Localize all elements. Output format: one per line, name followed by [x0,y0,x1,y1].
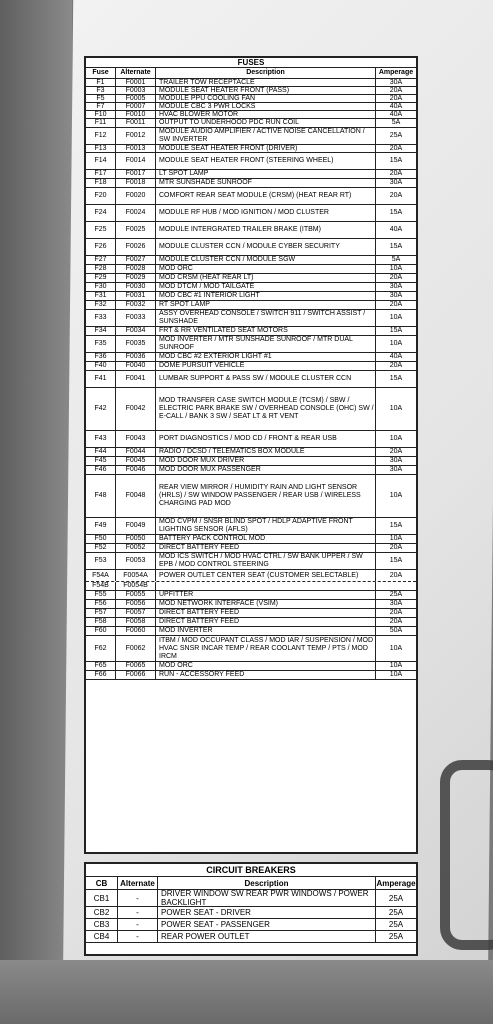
fuse-amperage: 30A [389,466,403,473]
fuse-amperage: 30A [389,292,403,299]
fuse-amperage: 25A [389,132,403,139]
fuse-amperage: 15A [389,243,403,250]
fuse-number: F33 [86,310,116,326]
cb-amperage: 25A [388,893,404,903]
fuse-amperage: 15A [389,522,403,529]
fuse-description: COMFORT REAR SEAT MODULE (CRSM) (HEAT REAR RT) [156,188,376,204]
fuse-amperage: 20A [389,87,403,94]
fuse-number: F31 [86,292,116,300]
fuse-amperage: 20A [389,274,403,281]
fuse-row [86,600,416,609]
header-cb-description: Description [158,877,376,889]
fuse-description: MODULE SEAT HEATER FRONT (PASS) [156,87,376,94]
fuse-amperage: 15A [389,327,403,334]
fuse-amperage: 20A [389,448,403,455]
fuse-description: DIRECT BATTERY FEED [156,544,376,552]
fuse-row [86,448,416,457]
fuse-amperage: 20A [389,362,403,369]
fuse-row [86,119,416,128]
fuse-row [86,153,416,170]
fuse-description: MOD TRANSFER CASE SWITCH MODULE (TCSM) / SBW / ELECTRIC PARK BRAKE SW / OVERHEAD CONSOLE (OHC) SW / E-CALL / BANK 3 SW / SEAT LT & RT VENT [156,388,376,430]
fuse-alternate: F0012 [116,128,156,144]
fuse-alternate: F0041 [116,371,156,387]
fuse-description: MODULE AUDIO AMPLIFIER / ACTIVE NOISE CANCELLATION / SW INVERTER [156,128,376,144]
fuse-alternate: F0029 [116,274,156,282]
fuse-row [86,205,416,222]
fuse-description: MODULE SEAT HEATER FRONT (DRIVER) [156,145,376,152]
fuse-amperage: 10A [389,662,403,669]
fuse-amperage: 30A [389,457,403,464]
fuse-row [86,265,416,274]
fuse-amperage: 15A [389,557,403,564]
fuse-alternate: F0062 [116,636,156,661]
header-cb-amperage: Amperage [376,878,416,888]
fuse-alternate: F0046 [116,466,156,474]
fuse-alternate: F0007 [116,103,156,110]
fuse-row [86,283,416,292]
fuse-amperage: 20A [389,170,403,177]
fuse-number: F1 [86,79,116,86]
fuse-amperage: 5A [391,256,401,263]
fuse-row [86,475,416,518]
fuse-number: F54A [86,570,116,581]
fuse-row [86,636,416,662]
header-cb: CB [86,877,118,889]
fuse-amperage: 20A [389,95,403,102]
header-fuse: Fuse [86,68,116,78]
fuse-number: F65 [86,662,116,670]
cb-description: REAR POWER OUTLET [158,931,376,942]
fuse-description: UPFITTER [156,591,376,599]
cb-amperage: 25A [388,920,404,929]
fuse-number: F49 [86,518,116,534]
fuse-number: F60 [86,627,116,635]
fuse-number: F29 [86,274,116,282]
fuse-row [86,336,416,353]
fuses-title: FUSES [86,58,416,68]
fuse-row [86,170,416,179]
fuse-alternate: F0049 [116,518,156,534]
fuse-rows [86,79,416,680]
fuse-description: OUTPUT TO UNDERHOOD PDC RUN COIL [156,119,376,127]
fuse-alternate: F0010 [116,111,156,118]
fuse-alternate: F0032 [116,301,156,309]
fuse-alternate: F0005 [116,95,156,102]
fuse-alternate: F0048 [116,475,156,517]
fuse-number: F7 [86,103,116,110]
fuse-number: F48 [86,475,116,517]
fuse-alternate: F0033 [116,310,156,326]
fuse-alternate: F0057 [116,609,156,617]
header-alternate: Alternate [116,68,156,78]
fuse-amperage: 40A [389,103,403,110]
fuse-alternate: F0054B [116,582,156,590]
fuses-table [84,56,418,854]
cb-description: POWER SEAT - DRIVER [158,907,376,918]
fuse-amperage: 20A [389,609,403,616]
fuse-alternate: F0034 [116,327,156,335]
fuse-row [86,128,416,145]
fuse-row [86,466,416,475]
fuse-alternate: F0054A [116,570,156,581]
fuse-description: FRT & RR VENTILATED SEAT MOTORS [156,327,376,335]
fuse-row [86,388,416,431]
fuse-alternate: F0066 [116,671,156,679]
fuse-number: F3 [86,87,116,94]
fuse-number: F25 [86,222,116,238]
fuse-amperage: 20A [389,192,403,199]
fuse-amperage: 10A [389,340,403,347]
fuse-alternate: F0065 [116,662,156,670]
fuse-row [86,671,416,680]
fuse-description: LT SPOT LAMP [156,170,376,178]
fuse-row [86,431,416,448]
fuse-description [156,582,376,590]
fuse-description: BATTERY PACK CONTROL MOD [156,535,376,543]
fuse-amperage: 30A [389,600,403,607]
fuse-alternate: F0003 [116,87,156,94]
fuse-number: F27 [86,256,116,264]
fuse-number: F26 [86,239,116,255]
fuse-row [86,553,416,570]
fuse-row [86,222,416,239]
fuse-row [86,111,416,119]
fuse-description: MODULE CBC 3 PWR LOCKS [156,103,376,110]
fuse-row [86,582,416,591]
fuse-row [86,618,416,627]
fuse-description: MOD DOOR MUX PASSENGER [156,466,376,474]
fuse-amperage: 20A [389,145,403,152]
fuse-amperage: 10A [389,492,403,499]
fuse-alternate: F0014 [116,153,156,169]
cb-number: CB4 [86,931,118,942]
fuse-description: MOD ICS SWITCH / MOD HVAC CTRL / SW BANK UPPER / SW EPB / MOD CONTROL STEERING [156,553,376,569]
fuse-row [86,310,416,327]
fuse-amperage: 20A [389,571,403,579]
fuse-description: MOD INVERTER / MTR SUNSHADE SUNROOF / MTR DUAL SUNROOF [156,336,376,352]
fuse-number: F20 [86,188,116,204]
fuse-number: F34 [86,327,116,335]
fuse-row [86,371,416,388]
fuse-amperage: 10A [389,644,403,652]
fuse-alternate: F0055 [116,591,156,599]
fuse-alternate: F0017 [116,170,156,178]
fuse-row [86,662,416,671]
fuse-row [86,179,416,188]
fuse-row [86,591,416,600]
fuse-alternate: F0026 [116,239,156,255]
fuse-row [86,103,416,111]
fuse-description: MOD NETWORK INTERFACE (VSIM) [156,600,376,608]
cb-row [86,890,416,907]
cb-alternate: - [118,890,158,906]
background-left [0,0,72,1024]
fuse-row [86,353,416,362]
fuse-alternate: F0030 [116,283,156,291]
fuse-alternate: F0018 [116,179,156,187]
background-bottom [0,960,493,1024]
fuse-number: F40 [86,362,116,370]
fuse-row [86,292,416,301]
fuse-row [86,145,416,153]
fuse-number: F62 [86,636,116,661]
fuse-description: MOD DTCM / MOD TAILGATE [156,283,376,291]
fuse-description: RT SPOT LAMP [156,301,376,309]
fuse-number: F17 [86,170,116,178]
fuse-number: F18 [86,179,116,187]
fuse-number: F42 [86,388,116,430]
cb-amperage: 25A [388,932,404,941]
cb-header-row [86,877,416,890]
fuse-alternate: F0027 [116,256,156,264]
fuse-description: ASSY OVERHEAD CONSOLE / SWITCH 911 / SWITCH ASSIST / SUNSHADE [156,310,376,326]
fuse-row [86,362,416,371]
fuse-description: POWER OUTLET CENTER SEAT (CUSTOMER SELECTABLE) [156,570,376,581]
fuse-alternate: F0020 [116,188,156,204]
fuse-amperage: 40A [389,226,403,233]
fuse-description: PORT DIAGNOSTICS / MOD CD / FRONT & REAR USB [156,431,376,447]
fuse-amperage: 10A [389,314,403,321]
cb-description: POWER SEAT - PASSENGER [158,919,376,930]
fuse-row [86,609,416,618]
fuse-amperage: 10A [389,265,403,272]
fuse-number: F45 [86,457,116,465]
fuse-description: MODULE SEAT HEATER FRONT (STEERING WHEEL) [156,153,376,169]
cb-number: CB3 [86,919,118,930]
fuse-description: RUN - ACCESSORY FEED [156,671,376,679]
fuse-amperage: 30A [389,283,403,290]
fuse-number: F11 [86,119,116,127]
fuse-description: TRAILER TOW RECEPTACLE [156,79,376,86]
fuse-number: F44 [86,448,116,456]
fuse-description: MTR SUNSHADE SUNROOF [156,179,376,187]
fuse-description: MOD ORC [156,662,376,670]
fuse-row [86,239,416,256]
header-description: Description [156,68,376,78]
fuse-row [86,544,416,553]
fuse-alternate: F0028 [116,265,156,273]
fuse-alternate: F0052 [116,544,156,552]
cb-number: CB2 [86,907,118,918]
fuse-description: MODULE RF HUB / MOD IGNITION / MOD CLUSTER [156,205,376,221]
fuse-row [86,274,416,283]
fuse-number: F12 [86,128,116,144]
fuse-number: F43 [86,431,116,447]
fuse-number: F5 [86,95,116,102]
header-cb-alternate: Alternate [118,877,158,889]
fuse-description: MOD INVERTER [156,627,376,635]
fuse-number: F13 [86,145,116,152]
fuse-number: F30 [86,283,116,291]
fuse-description: RADIO / DCSD / TELEMATICS BOX MODULE [156,448,376,456]
fuse-amperage [376,582,416,590]
fuse-number: F10 [86,111,116,118]
fuse-description: MODULE PPU COOLING FAN [156,95,376,102]
fuse-number: F55 [86,591,116,599]
fuse-row [86,327,416,336]
fuse-alternate: F0060 [116,627,156,635]
fuse-alternate: F0001 [116,79,156,86]
fuse-row [86,627,416,636]
fuse-amperage: 15A [389,157,403,164]
fuse-row [86,457,416,466]
circuit-breakers-table [84,862,418,956]
cb-alternate: - [118,907,158,918]
fuse-number: F14 [86,153,116,169]
fuse-number: F53 [86,553,116,569]
fuse-row [86,87,416,95]
fuse-description: MOD ORC [156,265,376,273]
fuse-number: F50 [86,535,116,543]
circuit-breakers-title: CIRCUIT BREAKERS [86,864,416,877]
fuse-amperage: 40A [389,111,403,118]
fuse-amperage: 30A [389,179,403,186]
fuse-row [86,188,416,205]
fuse-row [86,301,416,310]
fuse-number: F46 [86,466,116,474]
fuse-description: MODULE CLUSTER CCN / MODULE SGW [156,256,376,264]
cb-description: DRIVER WINDOW SW REAR PWR WINDOWS / POWER BACKLIGHT [158,890,376,906]
cb-rows [86,890,416,943]
fuse-number: F66 [86,671,116,679]
fuse-description: REAR VIEW MIRROR / HUMIDITY RAIN AND LIGHT SENSOR (HRLS) / SW WINDOW PASSENGER / REAR USB / WIRELESS CHARGING PAD MOD [156,475,376,517]
fuse-amperage: 50A [389,627,403,634]
fuse-number: F28 [86,265,116,273]
fuse-amperage: 30A [389,79,403,86]
fuse-alternate: F0044 [116,448,156,456]
fuse-description: ITBM / MOD OCCUPANT CLASS / MOD IAR / SUSPENSION / MOD HVAC SNSR INCAR TEMP / REAR COOLANT TEMP / PTS / MOD IRCM [156,636,376,661]
fuse-number: F24 [86,205,116,221]
fuse-number: F56 [86,600,116,608]
cb-alternate: - [118,919,158,930]
fuse-description: DOME PURSUIT VEHICLE [156,362,376,370]
fuse-row [86,95,416,103]
cb-row [86,931,416,943]
fuse-description: MOD CBC #1 INTERIOR LIGHT [156,292,376,300]
cb-row [86,919,416,931]
fuse-description: MOD CRSM (HEAT REAR LT) [156,274,376,282]
header-amperage: Amperage [378,69,414,76]
fuse-alternate: F0011 [116,119,156,127]
fuse-amperage: 20A [389,301,403,308]
fuse-alternate: F0025 [116,222,156,238]
fuse-number: F32 [86,301,116,309]
fuse-alternate: F0050 [116,535,156,543]
fuse-alternate: F0024 [116,205,156,221]
fuse-amperage: 10A [389,671,403,678]
fuse-description: MOD DOOR MUX DRIVER [156,457,376,465]
fuse-description: MOD CVPM / SNSR BLIND SPOT / HDLP ADAPTIVE FRONT LIGHTING SENSOR (AFLS) [156,518,376,534]
fuse-number: F36 [86,353,116,361]
fuse-alternate: F0045 [116,457,156,465]
fuse-alternate: F0042 [116,388,156,430]
fuse-number: F52 [86,544,116,552]
fuse-number: F41 [86,371,116,387]
fuse-amperage: 10A [389,435,403,442]
fuses-header-row [86,68,416,79]
fuse-amperage: 15A [389,209,403,216]
fuse-description: MODULE CLUSTER CCN / MODULE CYBER SECURITY [156,239,376,255]
cb-amperage: 25A [388,908,404,917]
fuse-description: MOD CBC #2 EXTERIOR LIGHT #1 [156,353,376,361]
fuse-row [86,570,416,582]
fuse-row [86,535,416,544]
fuse-alternate: F0040 [116,362,156,370]
fuse-alternate: F0013 [116,145,156,152]
fuse-amperage: 40A [389,353,403,360]
fuse-amperage: 10A [389,405,403,412]
fuse-alternate: F0031 [116,292,156,300]
cb-alternate: - [118,931,158,942]
fuse-number: F35 [86,336,116,352]
fuse-alternate: F0043 [116,431,156,447]
fuse-amperage: 10A [389,535,403,542]
fuse-amperage: 5A [391,119,401,126]
fuse-number: F58 [86,618,116,626]
cb-number: CB1 [86,890,118,906]
fuse-alternate: F0053 [116,553,156,569]
fuse-number: F57 [86,609,116,617]
fuse-amperage: 15A [389,375,403,382]
fuse-row [86,79,416,87]
fuse-amperage: 20A [389,618,403,625]
fuse-alternate: F0035 [116,336,156,352]
fuse-description: DIRECT BATTERY FEED [156,609,376,617]
device-corner [440,760,493,950]
cb-row [86,907,416,919]
fuse-description: LUMBAR SUPPORT & PASS SW / MODULE CLUSTER CCN [156,371,376,387]
fuse-description: DIRECT BATTERY FEED [156,618,376,626]
fuse-amperage: 25A [389,591,403,598]
fuse-description: HVAC BLOWER MOTOR [156,111,376,118]
fuse-description: MODULE INTERGRATED TRAILER BRAKE (ITBM) [156,222,376,238]
fuse-amperage: 20A [389,544,403,551]
fuse-alternate: F0058 [116,618,156,626]
fuse-alternate: F0056 [116,600,156,608]
fuse-row [86,256,416,265]
fuse-row [86,518,416,535]
fuse-number: F54B [86,582,116,590]
fuse-alternate: F0036 [116,353,156,361]
